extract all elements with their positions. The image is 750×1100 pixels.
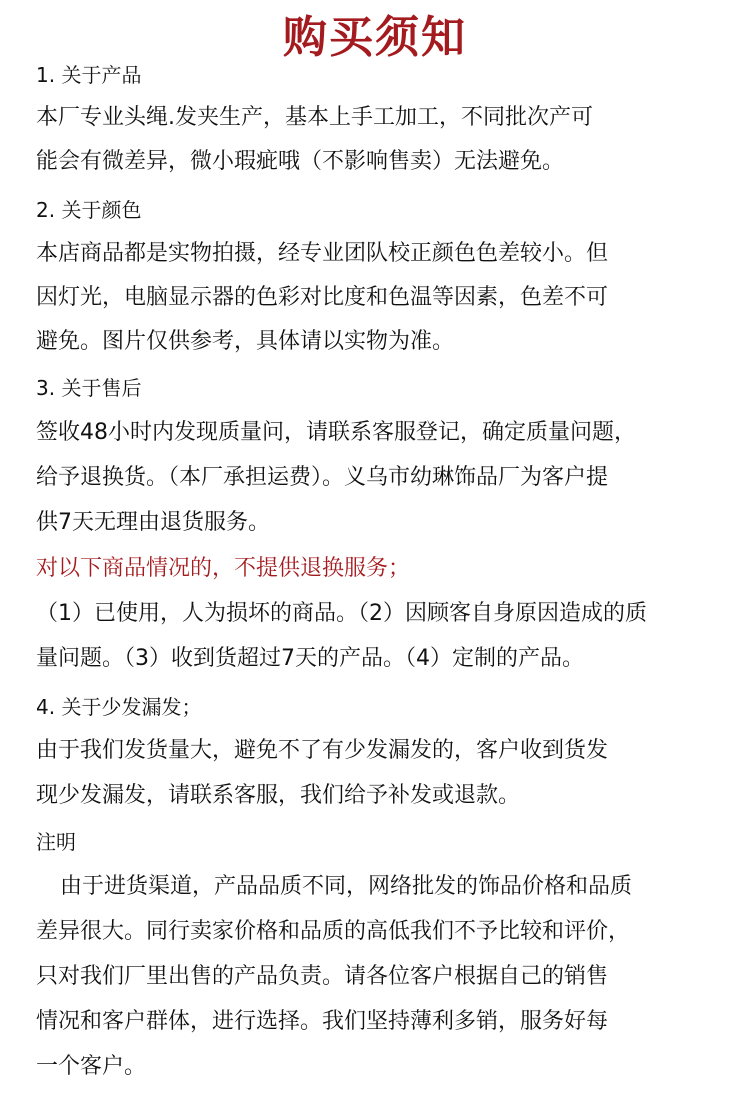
section-4-line: 现少发漏发，请联系客服，我们给予补发或退款。	[36, 783, 521, 808]
exclusion-condition-line: （1）已使用，人为损坏的商品。（2）因顾客自身原因造成的质	[36, 601, 647, 626]
section-1-line: 本厂专业头绳.发夹生产，基本上手工加工，不同批次产可	[36, 105, 593, 130]
note-line: 情况和客户群体，进行选择。我们坚持薄利多销，服务好每	[36, 1009, 609, 1034]
section-3-line: 给予退换货。（本厂承担运费）。义乌市幼琳饰品厂为客户提	[36, 465, 609, 490]
page-title: 购买须知	[283, 12, 467, 63]
section-4-line: 由于我们发货量大，避免不了有少发漏发的，客户收到货发	[36, 738, 609, 763]
section-2-line: 避免。图片仅供参考，具体请以实物为准。	[36, 329, 455, 354]
exclusion-condition-line: 量问题。（3）收到货超过7天的产品。（4）定制的产品。	[36, 646, 584, 671]
note-line: 差异很大。同行卖家价格和品质的高低我们不予比较和评价，	[36, 919, 631, 944]
section-3-line: 签收48小时内发现质量问，请联系客服登记，确定质量问题，	[36, 420, 636, 445]
section-2-heading: 2. 关于颜色	[36, 198, 142, 222]
section-1-heading: 1. 关于产品	[36, 63, 142, 87]
section-2-line: 本店商品都是实物拍摄，经专业团队校正颜色色差较小。但	[36, 241, 609, 266]
section-3-heading: 3. 关于售后	[36, 376, 142, 400]
section-4-heading: 4. 关于少发漏发；	[36, 695, 202, 719]
section-3-line: 供7天无理由退货服务。	[36, 510, 270, 535]
return-exclusion-notice: 对以下商品情况的，不提供退换服务；	[36, 556, 411, 581]
note-line: 一个客户。	[36, 1054, 147, 1079]
note-line: 只对我们厂里出售的产品负责。请各位客户根据自己的销售	[36, 964, 609, 989]
note-heading: 注明	[36, 830, 76, 854]
section-2-line: 因灯光，电脑显示器的色彩对比度和色温等因素，色差不可	[36, 285, 609, 310]
section-1-line: 能会有微差异，微小瑕疵哦（不影响售卖）无法避免。	[36, 149, 565, 174]
note-line: 由于进货渠道，产品品质不同，网络批发的饰品价格和品质	[60, 874, 633, 899]
